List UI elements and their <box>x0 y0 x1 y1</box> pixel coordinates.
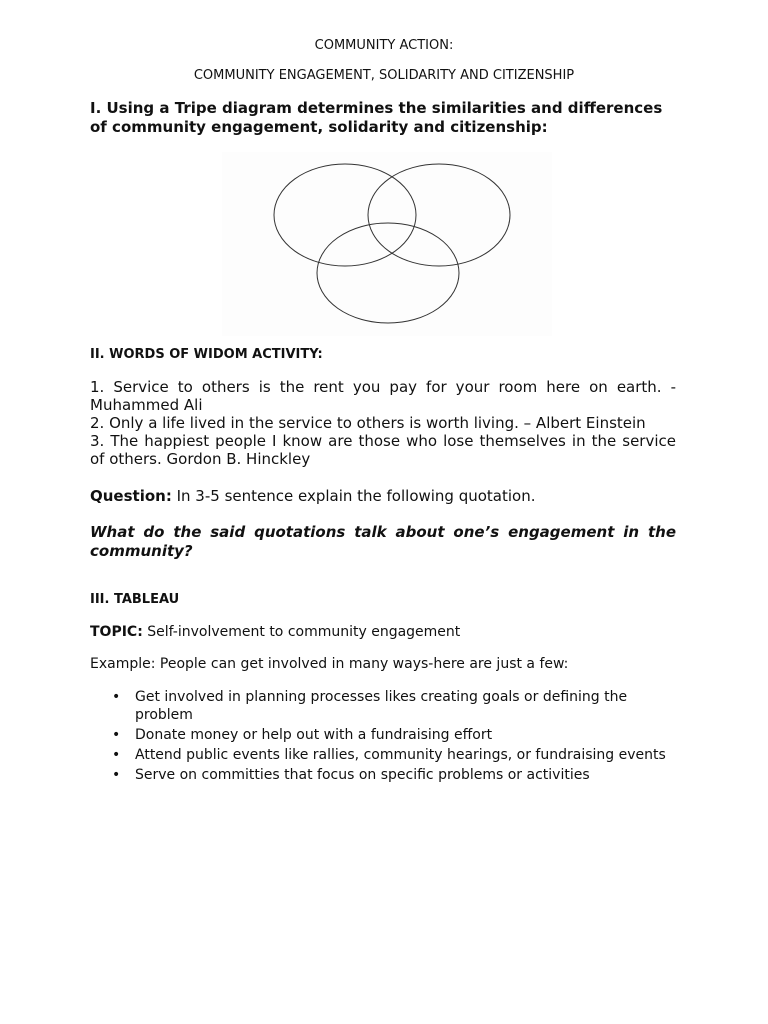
topic-line <box>90 624 676 640</box>
list-item-text: Serve on committies that focus on specific problems or activities <box>135 767 590 783</box>
quote-item: 1. Service to others is the rent you pay for your room here on earth. -Muhammed Ali <box>90 378 676 414</box>
question-label: Question: <box>90 487 172 505</box>
venn-background <box>222 152 552 336</box>
list-item <box>90 688 676 724</box>
venn-diagram <box>222 152 552 336</box>
list-item <box>90 766 676 784</box>
list-item-text: Get involved in planning processes likes creating goals or defining the problem <box>135 689 628 723</box>
bullet-icon: • <box>112 747 121 763</box>
question-prompt: What do the said quotations talk about one’s engagement in the community? <box>90 523 676 560</box>
involvement-list <box>90 688 676 786</box>
document-title: COMMUNITY ACTION: <box>314 38 454 53</box>
list-item-text: Attend public events like rallies, community hearings, or fundraising events <box>135 747 666 763</box>
topic-label: TOPIC: <box>90 624 143 640</box>
quote-item: 3. The happiest people I know are those who lose themselves in the service of others. Gordon B. Hinckley <box>90 432 676 468</box>
section-2-heading: II. WORDS OF WIDOM ACTIVITY: <box>90 347 323 362</box>
list-item <box>90 746 676 764</box>
topic-text: Self-involvement to community engagement <box>142 624 461 640</box>
section-1-heading: I. Using a Tripe diagram determines the similarities and differences of community engagement, solidarity and citizenship: <box>90 99 663 136</box>
list-item-text: Donate money or help out with a fundraising effort <box>135 727 493 743</box>
bullet-icon: • <box>112 689 121 705</box>
list-item <box>90 726 676 744</box>
bullet-icon: • <box>112 727 121 743</box>
document-subtitle: COMMUNITY ENGAGEMENT, SOLIDARITY AND CITIZENSHIP <box>193 68 575 83</box>
quote-item: 2. Only a life lived in the service to others is worth living. – Albert Einstein <box>90 414 646 432</box>
quotes-list <box>90 378 676 468</box>
question-text: In 3-5 sentence explain the following quotation. <box>171 487 536 505</box>
example-line: Example: People can get involved in many ways-here are just a few: <box>90 656 569 672</box>
section-3-heading: III. TABLEAU <box>90 592 180 607</box>
bullet-icon: • <box>112 767 121 783</box>
question-line <box>90 487 676 505</box>
